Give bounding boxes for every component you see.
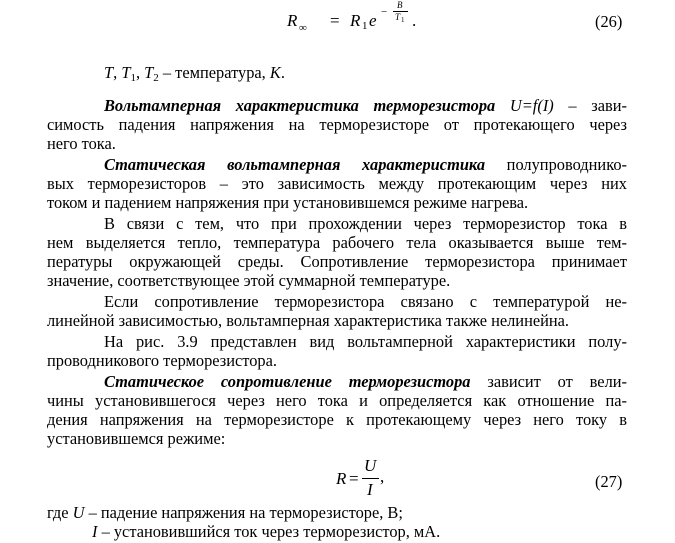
where-i-text: – установившийся ток через терморезистор, мА. [97, 522, 441, 541]
p3-line3: пературы окружающей среды. Сопротивление терморезистора принимает [47, 252, 627, 271]
p2-term: Статическая вольтамперная характеристика [104, 155, 486, 174]
where-line-u [47, 503, 403, 523]
eq27-number: (27) [595, 472, 623, 491]
where-i-symbol: I [92, 522, 98, 541]
eq26-exp-den-sub: 1 [401, 16, 405, 24]
p3-line4: значение, соответствующее этой суммарной температуре. [47, 271, 451, 290]
p6-term: Статическое сопротивление терморезистора [104, 372, 471, 391]
p6-line3: дения напряжения на терморезисторе к протекающему через него току в [47, 410, 627, 429]
legend-end: . [280, 63, 285, 82]
legend-t2-sub: 2 [153, 72, 159, 84]
eq27-lhs: R [336, 469, 347, 488]
p6-line2: чины установившегося через него тока и определяется как отношение па- [47, 391, 627, 410]
p4-line2: линейной зависимостью, вольтамперная характеристика также нелинейна. [47, 311, 570, 330]
eq26-rhs-sub: 1 [362, 20, 368, 32]
eq27-fraction-bar [362, 478, 379, 479]
p6-line1 [104, 372, 627, 391]
eq27-equals: = [349, 469, 359, 488]
legend-t: T [104, 63, 114, 82]
eq26-lhs: R [287, 11, 298, 30]
eq26-base-e: e [369, 11, 377, 30]
p4-line1: Если сопротивление терморезистора связано с температурой не- [104, 292, 627, 311]
legend-t1-sub: 1 [130, 72, 136, 84]
p1-line3: него тока. [47, 134, 116, 153]
eq27-denominator: I [367, 480, 373, 499]
eq26-dot: . [412, 11, 417, 30]
where-line-i [92, 522, 440, 542]
p5-line1: На рис. 3.9 представлен вид вольтамперной характеристики полу- [104, 332, 627, 351]
p1-formula: U=f(I) [509, 96, 554, 115]
p2-line1 [104, 155, 627, 174]
p5-line2: проводникового терморезистора. [47, 351, 278, 370]
temperature-legend [104, 63, 285, 83]
legend-t2: T [144, 63, 154, 82]
eq27-comma: , [380, 467, 385, 486]
p6-line4: установившемся режиме: [47, 429, 226, 448]
eq26-exp-den: T [395, 12, 401, 22]
eq27-numerator: U [364, 456, 377, 475]
legend-dash: – температура, [158, 63, 270, 82]
legend-sep1: , [113, 63, 122, 82]
p3-line1: В связи с тем, что при прохождении через терморезистор тока в [104, 214, 627, 233]
eq26-exp-sign: − [381, 6, 388, 18]
p1-line2: симость падения напряжения на терморезисторе от протекающего через [47, 115, 627, 134]
legend-t1: T [121, 63, 131, 82]
p1-line1 [104, 96, 627, 115]
where-u-symbol: U [72, 503, 85, 522]
eq26-equals: = [330, 11, 340, 30]
p1-term: Вольтамперная характеристика терморезистора [104, 96, 496, 115]
where-u-text: – падение напряжения на терморезисторе, В; [84, 503, 403, 522]
eq26-exp-num: B [397, 0, 403, 10]
eq26-rhs: R [350, 11, 361, 30]
p1-line1-rest: – зави- [568, 96, 627, 115]
legend-sep2: , [135, 63, 145, 82]
p2-line2: вых терморезисторов – это зависимость между протекающим через них [47, 174, 627, 193]
eq26-lhs-sub: ∞ [299, 22, 307, 34]
legend-unit: K [269, 63, 281, 82]
p2-line3: током и падением напряжения при установившемся режиме нагрева. [47, 193, 529, 212]
eq26-number: (26) [595, 12, 623, 31]
p3-line2: нем выделяется тепло, температура рабочего тела оказывается выше тем- [47, 233, 627, 252]
p6-line1-rest: зависит от вели- [487, 372, 627, 391]
p2-line1-rest: полупроводнико- [506, 155, 627, 174]
where-prefix: где [47, 503, 73, 522]
